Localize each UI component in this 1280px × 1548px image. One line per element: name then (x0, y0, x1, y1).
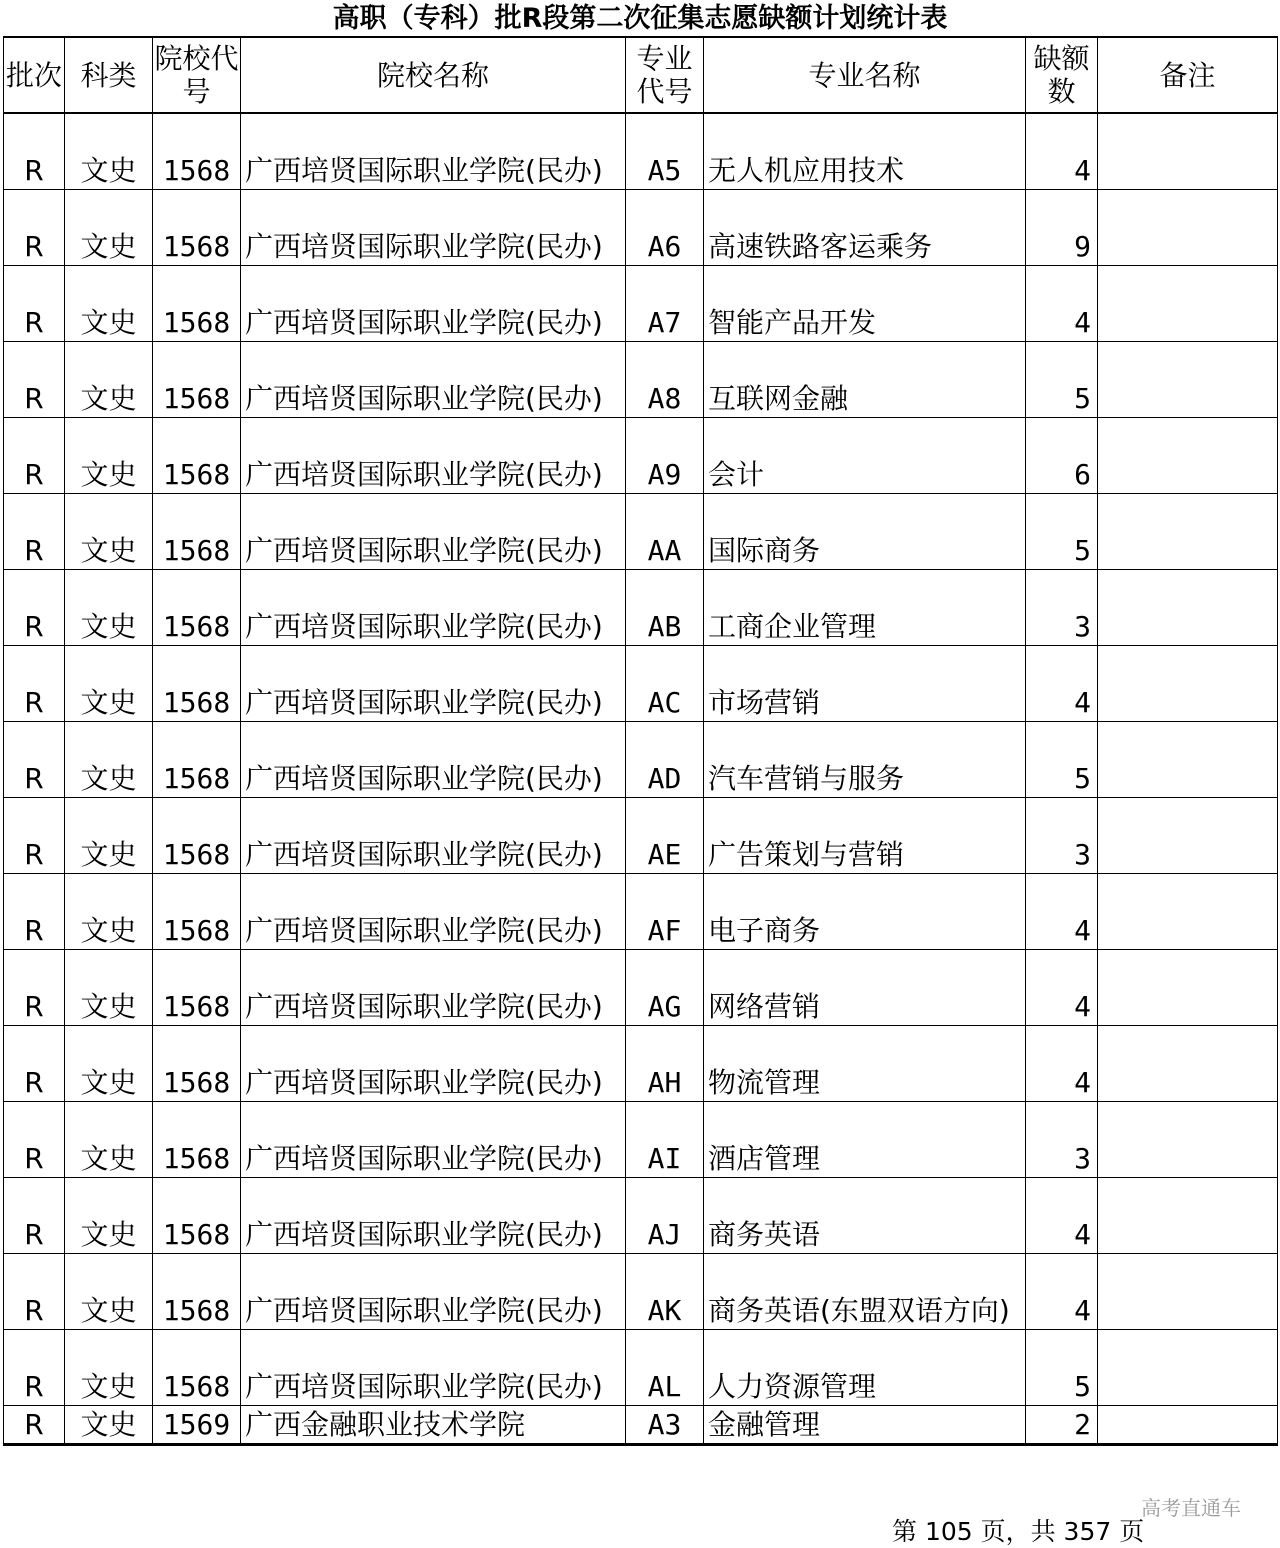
header-vacancies: 缺额数 (1026, 37, 1098, 113)
cell-school-name: 广西培贤国际职业学院(民办) (241, 645, 626, 721)
cell-remarks (1098, 797, 1278, 873)
cell-school-name: 广西培贤国际职业学院(民办) (241, 113, 626, 189)
table-row (4, 341, 1278, 417)
cell-major-name: 酒店管理 (704, 1101, 1026, 1177)
cell-vacancies: 4 (1026, 645, 1098, 721)
page-footer: 第 105 页，共 357 页 (892, 1517, 1145, 1546)
cell-school-name: 广西培贤国际职业学院(民办) (241, 1101, 626, 1177)
cell-remarks (1098, 113, 1278, 189)
cell-major-code: AA (626, 493, 704, 569)
cell-vacancies: 4 (1026, 1253, 1098, 1329)
cell-vacancies: 4 (1026, 873, 1098, 949)
cell-school-name: 广西培贤国际职业学院(民办) (241, 265, 626, 341)
cell-school-name: 广西培贤国际职业学院(民办) (241, 1329, 626, 1405)
cell-school-code: 1568 (153, 341, 241, 417)
cell-school-code: 1568 (153, 417, 241, 493)
table-header-row (4, 37, 1278, 113)
cell-remarks (1098, 1177, 1278, 1253)
cell-school-name: 广西培贤国际职业学院(民办) (241, 569, 626, 645)
table-row (4, 265, 1278, 341)
table-row (4, 1253, 1278, 1329)
cell-school-name: 广西培贤国际职业学院(民办) (241, 873, 626, 949)
cell-major-name: 会计 (704, 417, 1026, 493)
cell-major-name: 智能产品开发 (704, 265, 1026, 341)
cell-vacancies: 4 (1026, 113, 1098, 189)
header-major-name: 专业名称 (704, 37, 1026, 113)
cell-school-code: 1568 (153, 113, 241, 189)
cell-major-name: 工商企业管理 (704, 569, 1026, 645)
cell-school-code: 1568 (153, 189, 241, 265)
cell-school-code: 1569 (153, 1405, 241, 1444)
cell-vacancies: 5 (1026, 341, 1098, 417)
cell-batch: R (4, 493, 65, 569)
header-remarks: 备注 (1098, 37, 1278, 113)
cell-major-code: AE (626, 797, 704, 873)
cell-major-name: 商务英语(东盟双语方向) (704, 1253, 1026, 1329)
table-row (4, 1025, 1278, 1101)
cell-batch: R (4, 873, 65, 949)
table-row (4, 1405, 1278, 1444)
cell-remarks (1098, 1101, 1278, 1177)
cell-remarks (1098, 721, 1278, 797)
cell-school-code: 1568 (153, 873, 241, 949)
cell-batch: R (4, 1177, 65, 1253)
cell-school-code: 1568 (153, 1025, 241, 1101)
table-row (4, 797, 1278, 873)
cell-remarks (1098, 1405, 1278, 1444)
table-row (4, 949, 1278, 1025)
cell-major-name: 人力资源管理 (704, 1329, 1026, 1405)
cell-remarks (1098, 1025, 1278, 1101)
cell-batch: R (4, 797, 65, 873)
cell-school-code: 1568 (153, 569, 241, 645)
table-row (4, 493, 1278, 569)
cell-batch: R (4, 341, 65, 417)
cell-major-code: AF (626, 873, 704, 949)
header-school-code: 院校代号 (153, 37, 241, 113)
cell-category: 文史 (65, 1253, 153, 1329)
cell-batch: R (4, 1101, 65, 1177)
cell-batch: R (4, 1329, 65, 1405)
cell-school-code: 1568 (153, 265, 241, 341)
cell-category: 文史 (65, 1101, 153, 1177)
cell-major-code: AI (626, 1101, 704, 1177)
cell-category: 文史 (65, 797, 153, 873)
cell-school-code: 1568 (153, 1329, 241, 1405)
cell-school-code: 1568 (153, 1253, 241, 1329)
cell-major-name: 市场营销 (704, 645, 1026, 721)
cell-major-code: A7 (626, 265, 704, 341)
cell-major-code: AD (626, 721, 704, 797)
header-major-code: 专业代号 (626, 37, 704, 113)
cell-major-name: 网络营销 (704, 949, 1026, 1025)
table-row (4, 721, 1278, 797)
cell-school-code: 1568 (153, 797, 241, 873)
cell-batch: R (4, 645, 65, 721)
cell-category: 文史 (65, 493, 153, 569)
cell-vacancies: 4 (1026, 1025, 1098, 1101)
cell-major-code: AJ (626, 1177, 704, 1253)
cell-school-name: 广西培贤国际职业学院(民办) (241, 1025, 626, 1101)
cell-school-name: 广西培贤国际职业学院(民办) (241, 341, 626, 417)
cell-category: 文史 (65, 569, 153, 645)
cell-vacancies: 6 (1026, 417, 1098, 493)
cell-vacancies: 4 (1026, 265, 1098, 341)
vacancy-table (3, 36, 1278, 1446)
table-row (4, 1177, 1278, 1253)
cell-major-code: AC (626, 645, 704, 721)
cell-school-name: 广西金融职业技术学院 (241, 1405, 626, 1444)
cell-remarks (1098, 189, 1278, 265)
cell-category: 文史 (65, 721, 153, 797)
cell-remarks (1098, 949, 1278, 1025)
cell-remarks (1098, 417, 1278, 493)
cell-major-code: A3 (626, 1405, 704, 1444)
cell-major-code: AG (626, 949, 704, 1025)
cell-major-name: 广告策划与营销 (704, 797, 1026, 873)
table-row (4, 873, 1278, 949)
cell-school-code: 1568 (153, 721, 241, 797)
cell-vacancies: 4 (1026, 949, 1098, 1025)
cell-major-code: A8 (626, 341, 704, 417)
cell-batch: R (4, 1025, 65, 1101)
cell-batch: R (4, 569, 65, 645)
cell-batch: R (4, 189, 65, 265)
cell-major-code: AH (626, 1025, 704, 1101)
cell-vacancies: 9 (1026, 189, 1098, 265)
table-row (4, 1329, 1278, 1405)
cell-vacancies: 5 (1026, 721, 1098, 797)
cell-batch: R (4, 1405, 65, 1444)
cell-remarks (1098, 569, 1278, 645)
cell-school-name: 广西培贤国际职业学院(民办) (241, 1177, 626, 1253)
cell-major-name: 高速铁路客运乘务 (704, 189, 1026, 265)
cell-category: 文史 (65, 341, 153, 417)
cell-batch: R (4, 265, 65, 341)
cell-category: 文史 (65, 873, 153, 949)
cell-category: 文史 (65, 189, 153, 265)
cell-major-code: A5 (626, 113, 704, 189)
table-row (4, 189, 1278, 265)
cell-remarks (1098, 873, 1278, 949)
cell-school-name: 广西培贤国际职业学院(民办) (241, 417, 626, 493)
cell-vacancies: 2 (1026, 1405, 1098, 1444)
cell-category: 文史 (65, 417, 153, 493)
watermark: 高考直通车 (1141, 1496, 1241, 1520)
cell-vacancies: 5 (1026, 493, 1098, 569)
cell-category: 文史 (65, 645, 153, 721)
cell-batch: R (4, 113, 65, 189)
cell-school-name: 广西培贤国际职业学院(民办) (241, 949, 626, 1025)
cell-batch: R (4, 417, 65, 493)
header-batch: 批次 (4, 37, 65, 113)
cell-major-name: 物流管理 (704, 1025, 1026, 1101)
cell-remarks (1098, 1329, 1278, 1405)
cell-remarks (1098, 1253, 1278, 1329)
cell-major-name: 汽车营销与服务 (704, 721, 1026, 797)
cell-vacancies: 3 (1026, 797, 1098, 873)
cell-remarks (1098, 265, 1278, 341)
cell-major-code: A6 (626, 189, 704, 265)
cell-category: 文史 (65, 1177, 153, 1253)
table-row (4, 569, 1278, 645)
cell-school-code: 1568 (153, 949, 241, 1025)
cell-school-name: 广西培贤国际职业学院(民办) (241, 797, 626, 873)
cell-major-name: 商务英语 (704, 1177, 1026, 1253)
cell-school-name: 广西培贤国际职业学院(民办) (241, 189, 626, 265)
cell-major-name: 国际商务 (704, 493, 1026, 569)
cell-category: 文史 (65, 113, 153, 189)
cell-major-name: 金融管理 (704, 1405, 1026, 1444)
cell-school-code: 1568 (153, 1177, 241, 1253)
cell-major-code: AB (626, 569, 704, 645)
cell-school-name: 广西培贤国际职业学院(民办) (241, 721, 626, 797)
table-row (4, 113, 1278, 189)
cell-vacancies: 4 (1026, 1177, 1098, 1253)
cell-major-name: 互联网金融 (704, 341, 1026, 417)
header-school-name: 院校名称 (241, 37, 626, 113)
cell-major-name: 电子商务 (704, 873, 1026, 949)
cell-vacancies: 5 (1026, 1329, 1098, 1405)
table-row (4, 1101, 1278, 1177)
cell-major-code: AL (626, 1329, 704, 1405)
cell-category: 文史 (65, 1329, 153, 1405)
table-row (4, 417, 1278, 493)
cell-major-code: A9 (626, 417, 704, 493)
cell-batch: R (4, 949, 65, 1025)
cell-school-name: 广西培贤国际职业学院(民办) (241, 493, 626, 569)
cell-remarks (1098, 493, 1278, 569)
cell-batch: R (4, 1253, 65, 1329)
cell-vacancies: 3 (1026, 569, 1098, 645)
cell-major-code: AK (626, 1253, 704, 1329)
cell-category: 文史 (65, 1025, 153, 1101)
cell-remarks (1098, 341, 1278, 417)
cell-school-code: 1568 (153, 1101, 241, 1177)
page-title: 高职（专科）批R段第二次征集志愿缺额计划统计表 (332, 3, 948, 34)
header-category: 科类 (65, 37, 153, 113)
cell-school-name: 广西培贤国际职业学院(民办) (241, 1253, 626, 1329)
cell-school-code: 1568 (153, 645, 241, 721)
cell-category: 文史 (65, 949, 153, 1025)
cell-category: 文史 (65, 1405, 153, 1444)
cell-remarks (1098, 645, 1278, 721)
cell-batch: R (4, 721, 65, 797)
cell-school-code: 1568 (153, 493, 241, 569)
cell-major-name: 无人机应用技术 (704, 113, 1026, 189)
table-row (4, 645, 1278, 721)
cell-category: 文史 (65, 265, 153, 341)
cell-vacancies: 3 (1026, 1101, 1098, 1177)
